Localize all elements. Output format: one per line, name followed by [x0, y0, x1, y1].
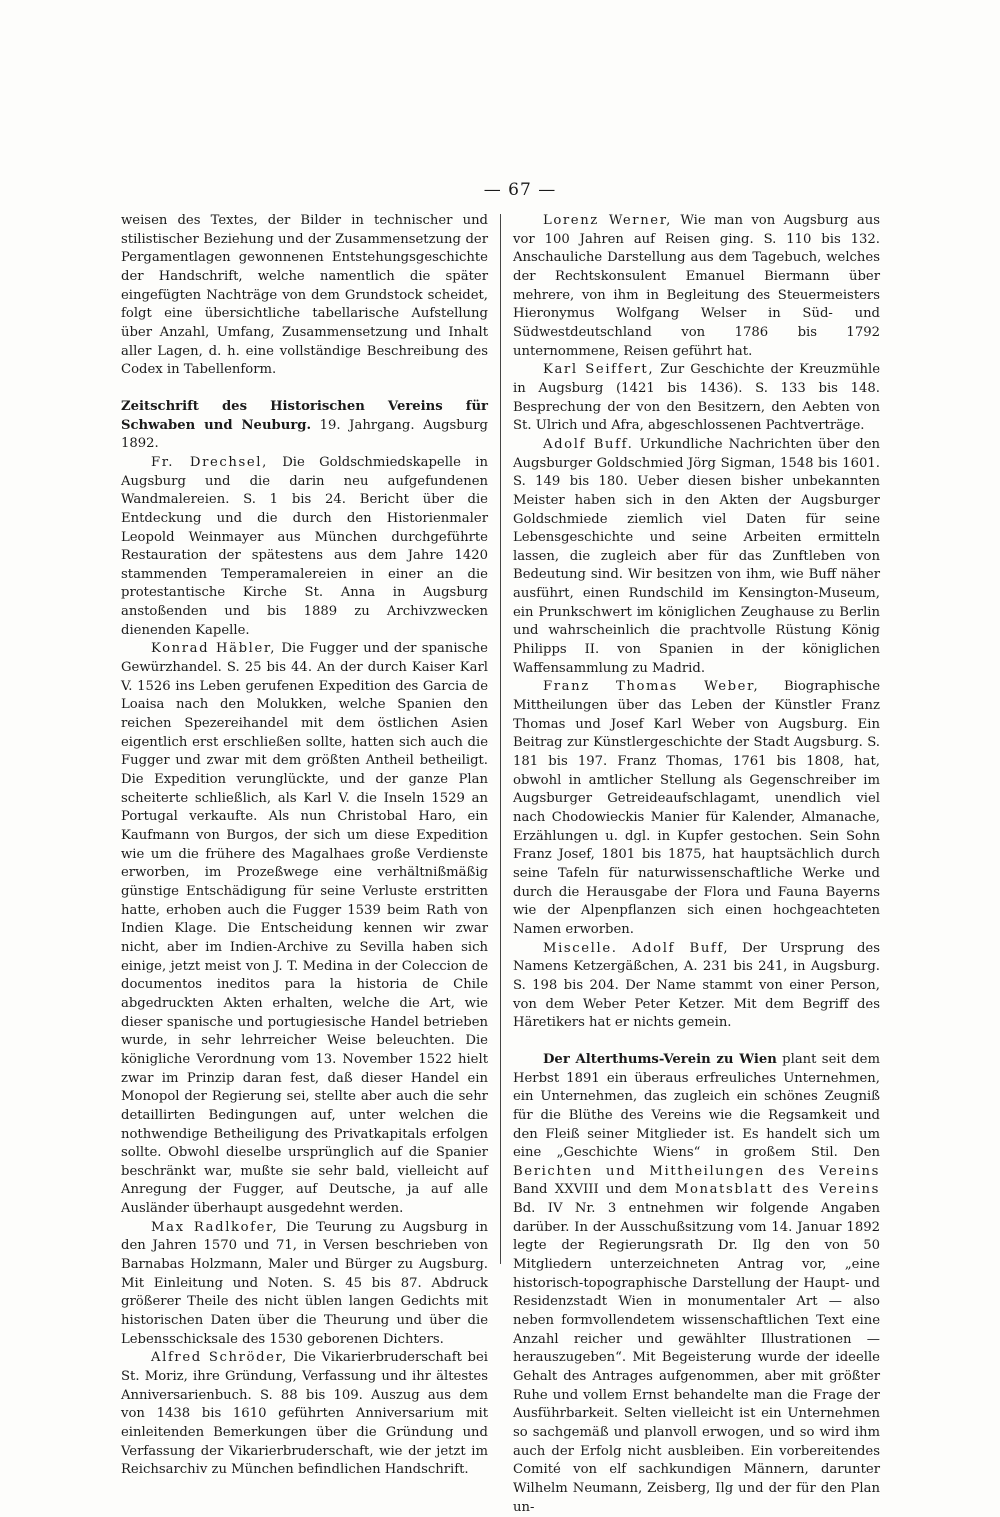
- entry-paragraph: [513, 361, 880, 436]
- entry-paragraph: [513, 436, 880, 679]
- page-number: — 67 —: [483, 180, 557, 200]
- entry-author: Alfred Schröder,: [151, 1350, 288, 1366]
- entry-author: Fr. Drechsel,: [151, 454, 268, 470]
- entry-paragraph: [121, 1219, 488, 1350]
- entry-author: Adolf Buff.: [543, 436, 634, 452]
- wien-heading: Der Alterthums-Verein zu Wien: [543, 1051, 777, 1067]
- entry-author: Karl Seiffert,: [543, 362, 655, 378]
- wien-text: Band XXVIII und dem: [513, 1182, 668, 1198]
- entry-author: Franz Thomas Weber,: [543, 679, 760, 695]
- wien-spaced-title: Monatsblatt des Vereins: [674, 1182, 880, 1198]
- wien-paragraph: [513, 1051, 880, 1517]
- entry-text: Wie man von Augsburg aus vor 100 Jahren auf Reisen ging. S. 110 bis 132. Anschauliche Darstellung aus dem Tagebuch, welches der Rechtskonsulent Emanuel Biermann über mehrere, von ihm in Begleitung des Steuermeisters Hieronymus Wolfgang Welser in Süd- und Südwestdeutschland von 1786 bis 1792 unternommene, Reisen geführt hat.: [513, 213, 880, 359]
- wien-text: Bd. IV Nr. 3 entnehmen wir folgende Angaben darüber. In der Ausschußsitzung vom 14. Januar 1892 legte der Regierungsrath Dr. Ilg den von 50 Mitgliedern unterzeichneten Antrag vor, „eine historisch-topographische Darstellung der Haupt- und Residenzstadt Wien in monumentaler Art — also neben formvollendetem wissenschaftlichen Text eine Anzahl reicher und gewählter Illustrationen — herauszugeben“. Mit Begeisterung wurde der ideelle Gehalt des Antrages aufgenommen, aber mit größter Ruhe und vollem Ernst behandelte man die Frage der Ausführbarkeit. Selten vielleicht ist ein Unternehmen so sachgemäß und planvoll erwogen, und so wird ihm auch der Erfolg nicht ausbleiben. Ein vorbereitendes Comité von elf sachkundigen Männern, darunter Wilhelm Neumann, Zeisberg, Ilg und der für den Plan un-: [513, 1201, 880, 1515]
- journal-heading-paragraph: [121, 398, 488, 454]
- entry-text: Biographische Mittheilungen über das Leben der Künstler Franz Thomas und Josef Karl Weber von Augsburg. Ein Beitrag zur Künstlergeschichte der Stadt Augsburg. S. 181 bis 197. Franz Thomas, 1761 bis 1808, hat, obwohl in amtlicher Stellung als Gegenschreiber im Augsburger Getreideaufschlagamt, unendlich viel nach Chodowieckis Manier für Kalender, Almanache, Erzählungen u. dgl. in Kupfer gestochen. Sein Sohn Franz Josef, 1801 bis 1875, hat hauptsächlich durch seine Tafeln für naturwissenschaftliche Werke und durch die Herausgabe der Flora und Fauna Bayerns wie der Alpenpflanzen sich einen hochgeachteten Namen erworben.: [513, 679, 880, 937]
- section-gap: [121, 380, 488, 398]
- entry-paragraph: [513, 212, 880, 361]
- journal-heading: Zeitschrift des Historischen Vereins für Schwaben und Neuburg.: [121, 398, 488, 433]
- entry-text: Die Fugger und der spanische Gewürzhandel. S. 25 bis 44. An der durch Kaiser Karl V. 1526 ins Leben gerufenen Expedition des Garcia de Loaisa nach den Molukken, welche Spanien den reichen Spezereihandel mit dem östlichen Asien eigentlich erst erschließen sollte, hatten sich auch die Fugger und zwar mit dem größten Antheil betheiligt. Die Expedition verunglückte, und der ganze Plan scheiterte schließlich, als Karl V. die Inseln 1529 an Portugal verkaufte. Als nun Christobal Haro, ein Kaufmann von Burgos, der sich um diese Expedition wie um die frühere des Magalhaes große Verdienste erworben, im Prozeßwege eine verhältnißmäßig günstige Entschädigung für seine Verluste erstritten hatte, erhoben auch die Fugger 1539 beim Rath von Indien Klage. Die Entscheidung kennen wir zwar nicht, aber im Indien-Archive zu Sevilla haben sich einige, jetzt meist von J. T. Medina in der Coleccion de documentos ineditos para la historia de Chile abgedruckten Akten erhalten, welche die Art, wie dieser spanische und portugiesische Handel betrieben wurde, in sehr lehrreicher Weise beleuchten. Die königliche Verordnung vom 13. November 1522 hielt zwar im Prinzip daran fest, daß dieser Handel ein Monopol der Regierung sei, stellte aber auch die sehr detaillirten Bedingungen auf, unter welchen die nothwendige Betheiligung des Privatkapitals erfolgen sollte. Obwohl dieselbe ursprünglich auf die Spanier beschränkt war, mußte sie sehr bald, vielleicht auf Anregung der Fugger, auf Deutsche, ja auf alle Ausländer überhaupt ausgedehnt werden.: [121, 641, 488, 1217]
- entry-paragraph: [121, 454, 488, 641]
- journal-heading-rest: 19. Jahrgang. Augsburg 1892.: [121, 417, 488, 452]
- entry-text: Der Ursprung des Namens Ketzergäßchen, A. 231 bis 241, in Augsburg. S. 198 bis 204. Der Name stammt von einer Person, von dem Weber Peter Ketzer. Mit dem Begriff des Häretikers hat er nichts gemein.: [513, 940, 880, 1031]
- entry-text: Urkundliche Nachrichten über den Augsburger Goldschmied Jörg Sigman, 1548 bis 1601. S. 149 bis 180. Ueber diesen bisher unbekannten Meister haben sich in den Akten der Augsburger Goldschmiede ziemlich viel Daten für seine Lebensgeschichte und seine Arbeiten ermitteln lassen, die zugleich aber für das Zunftleben von Bedeutung sind. Wir besitzen von ihm, wie Buff näher ausführt, einen Rundschild im Kensington-Museum, ein Prunkschwert im königlichen Zeughause zu Berlin und wahrscheinlich die prachtvolle Rüstung König Philipps II. von Spanien in der königlichen Waffensammlung zu Madrid.: [513, 436, 880, 676]
- entry-text: Zur Geschichte der Kreuzmühle in Augsburg (1421 bis 1436). S. 133 bis 148. Besprechung der von den Besitzern, den Aebten von St. Ulrich und Afra, abgeschlossenen Pachtverträge.: [513, 362, 881, 434]
- entry-text: Die Teurung zu Augsburg in den Jahren 1570 und 71, in Versen beschrieben von Barnabas Holzmann, Maler und Bürger zu Augsburg. Mit Einleitung und Noten. S. 45 bis 87. Abdruck größerer Theile des nicht üblen langen Gedichts mit historischen Daten über die Theurung und über die Lebensschicksale des 1530 geborenen Dichters.: [121, 1219, 488, 1347]
- right-column: [513, 212, 880, 1517]
- entry-paragraph: [513, 940, 880, 1033]
- section-gap: [513, 1033, 880, 1051]
- intro-paragraph: weisen des Textes, der Bilder in technischer und stilistischer Beziehung und der Zusammensetzung der Pergamentlagen gewonnenen Entstehungsgeschichte der Handschrift, welche namentlich die später eingefügten Nachträge von dem Grundstock scheidet, folgt eine übersichtliche tabellarische Aufstellung über Anzahl, Umfang, Zusammensetzung und Inhalt aller Lagen, d. h. eine vollständige Beschreibung des Codex in Tabellenform.: [121, 213, 488, 378]
- left-column: [121, 212, 488, 1480]
- entry-author: Lorenz Werner,: [543, 213, 672, 228]
- entry-text: Die Vikarierbruderschaft bei St. Moriz, ihre Gründung, Verfassung und ihr ältestes Anniversarienbuch. S. 88 bis 109. Auszug aus dem von 1438 bis 1610 geführten Anniversarium mit einleitenden Bemerkungen über die Gründung und Verfassung der Vikarierbruderschaft, wie der jetzt im Reichsarchiv zu München befindlichen Handschrift.: [121, 1350, 488, 1478]
- entry-author: Miscelle. Adolf Buff,: [543, 940, 730, 956]
- wien-spaced-title: Berichten und Mittheilungen des Vereins: [513, 1163, 880, 1179]
- column-divider: [500, 214, 501, 1264]
- entry-author: Max Radlkofer,: [151, 1219, 279, 1235]
- entry-paragraph: [121, 1349, 488, 1480]
- entry-author: Konrad Häbler,: [151, 641, 277, 657]
- entry-text: Die Goldschmiedskapelle in Augsburg und die darin neu aufgefundenen Wandmalereien. S. 1 bis 24. Bericht über die Entdeckung und die durch den Historienmaler Leopold Weinmayer aus München durchgeführte Restauration der spätestens aus dem Jahre 1420 stammenden Temperamalereien in einer an die protestantische Kirche St. Anna in Augsburg anstoßenden und bis 1889 zu Archivzwecken dienenden Kapelle.: [121, 454, 488, 638]
- entry-paragraph: [513, 678, 880, 939]
- entry-paragraph: [121, 640, 488, 1218]
- wien-text: plant seit dem Herbst 1891 ein überaus erfreuliches Unternehmen, ein Unternehmen, das zugleich ein schönes Zeugniß für die Blüthe des Vereins wie die Regsamkeit und den Fleiß seiner Mitglieder ist. Es handelt sich um eine „Geschichte Wiens“ in großem Stil. Den: [513, 1051, 880, 1161]
